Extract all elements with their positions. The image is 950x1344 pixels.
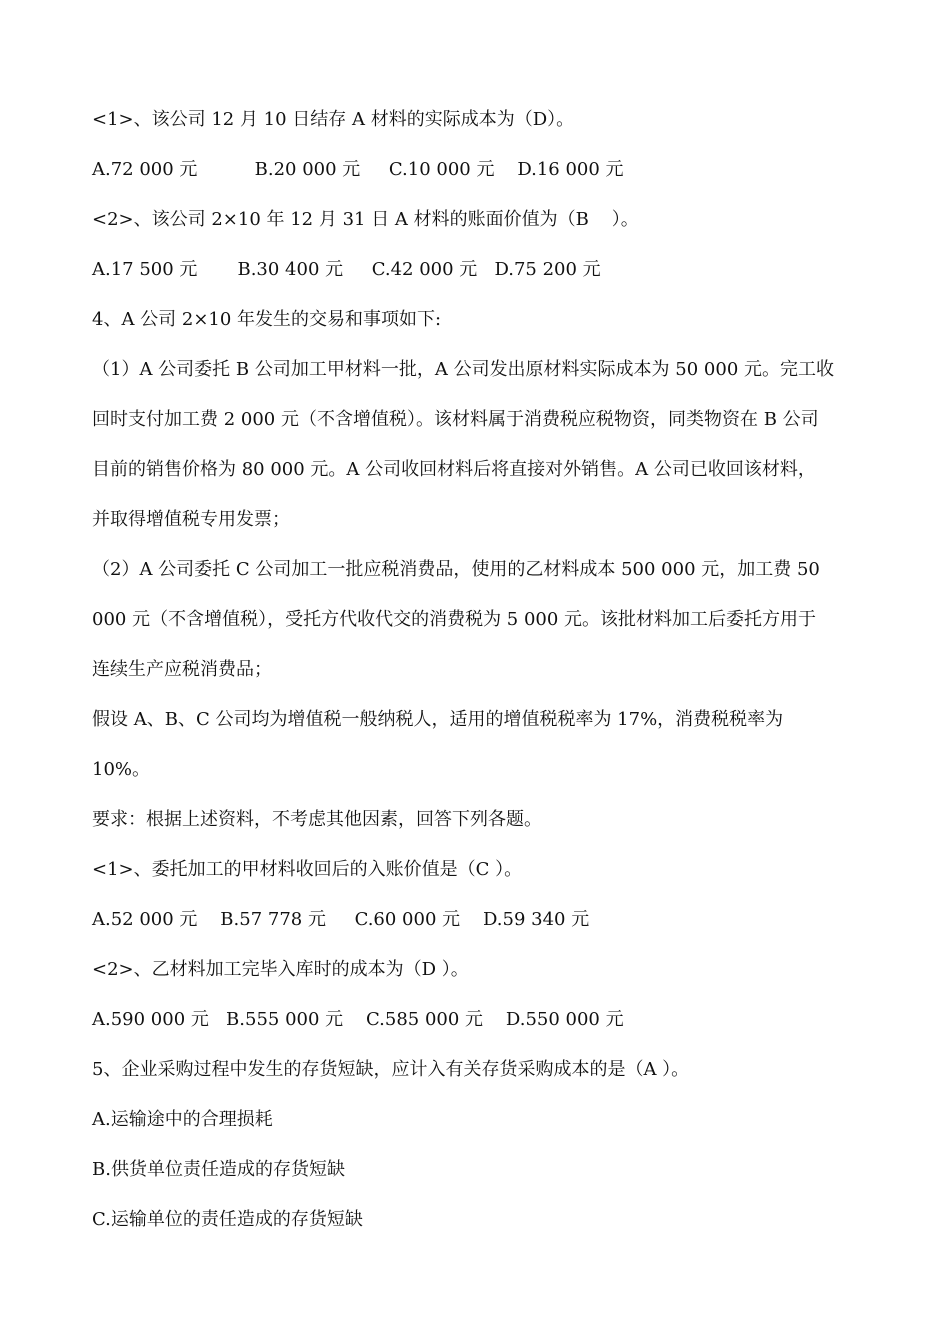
document-page (92, 108, 867, 1258)
question-options: A.590 000 元 B.555 000 元 C.585 000 元 D.550 000 元 (92, 1009, 624, 1030)
question-2-options: A.17 500 元 B.30 400 元 C.42 000 元 D.75 200 元 (92, 259, 601, 280)
paragraph-line: 连续生产应税消费品； (92, 659, 272, 680)
question-1-options: A.72 000 元 B.20 000 元 C.10 000 元 D.16 000 元 (92, 159, 624, 180)
option-a: A.运输途中的合理损耗 (92, 1109, 273, 1130)
paragraph-line: （1）A 公司委托 B 公司加工甲材料一批，A 公司发出原材料实际成本为 50 000 元。完工收 (92, 359, 834, 380)
paragraph-line: 目前的销售价格为 80 000 元。A 公司收回材料后将直接对外销售。A 公司已收回该材料， (92, 459, 816, 480)
paragraph-line: 回时支付加工费 2 000 元（不含增值税）。该材料属于消费税应税物资，同类物资在 B 公司 (92, 409, 819, 430)
question-1-stem: <1>、该公司 12 月 10 日结存 A 材料的实际成本为（D）。 (92, 109, 575, 130)
section-4-heading: 4、A 公司 2×10 年发生的交易和事项如下: (92, 309, 442, 330)
paragraph-line: 10%。 (92, 759, 151, 780)
option-b: B.供货单位责任造成的存货短缺 (92, 1159, 345, 1180)
question-options: A.52 000 元 B.57 778 元 C.60 000 元 D.59 340 元 (92, 909, 590, 930)
paragraph-line: 假设 A、B、C 公司均为增值税一般纳税人，适用的增值税税率为 17%，消费税税率为 (92, 709, 784, 730)
section-5-question: 5、企业采购过程中发生的存货短缺，应计入有关存货采购成本的是（A ）。 (92, 1059, 690, 1080)
paragraph-line: 并取得增值税专用发票； (92, 509, 290, 530)
question-stem: <2>、乙材料加工完毕入库时的成本为（D ）。 (92, 959, 469, 980)
paragraph-line: 000 元（不含增值税），受托方代收代交的消费税为 5 000 元。该批材料加工后委托方用于 (92, 609, 817, 630)
requirement-line: 要求：根据上述资料，不考虑其他因素，回答下列各题。 (92, 809, 542, 830)
question-stem: <1>、委托加工的甲材料收回后的入账价值是（C ）。 (92, 859, 523, 880)
question-2-stem: <2>、该公司 2×10 年 12 月 31 日 A 材料的账面价值为（B ）。 (92, 209, 639, 230)
paragraph-line: （2）A 公司委托 C 公司加工一批应税消费品，使用的乙材料成本 500 000 元，加工费 50 (92, 559, 820, 580)
option-c: C.运输单位的责任造成的存货短缺 (92, 1209, 363, 1230)
